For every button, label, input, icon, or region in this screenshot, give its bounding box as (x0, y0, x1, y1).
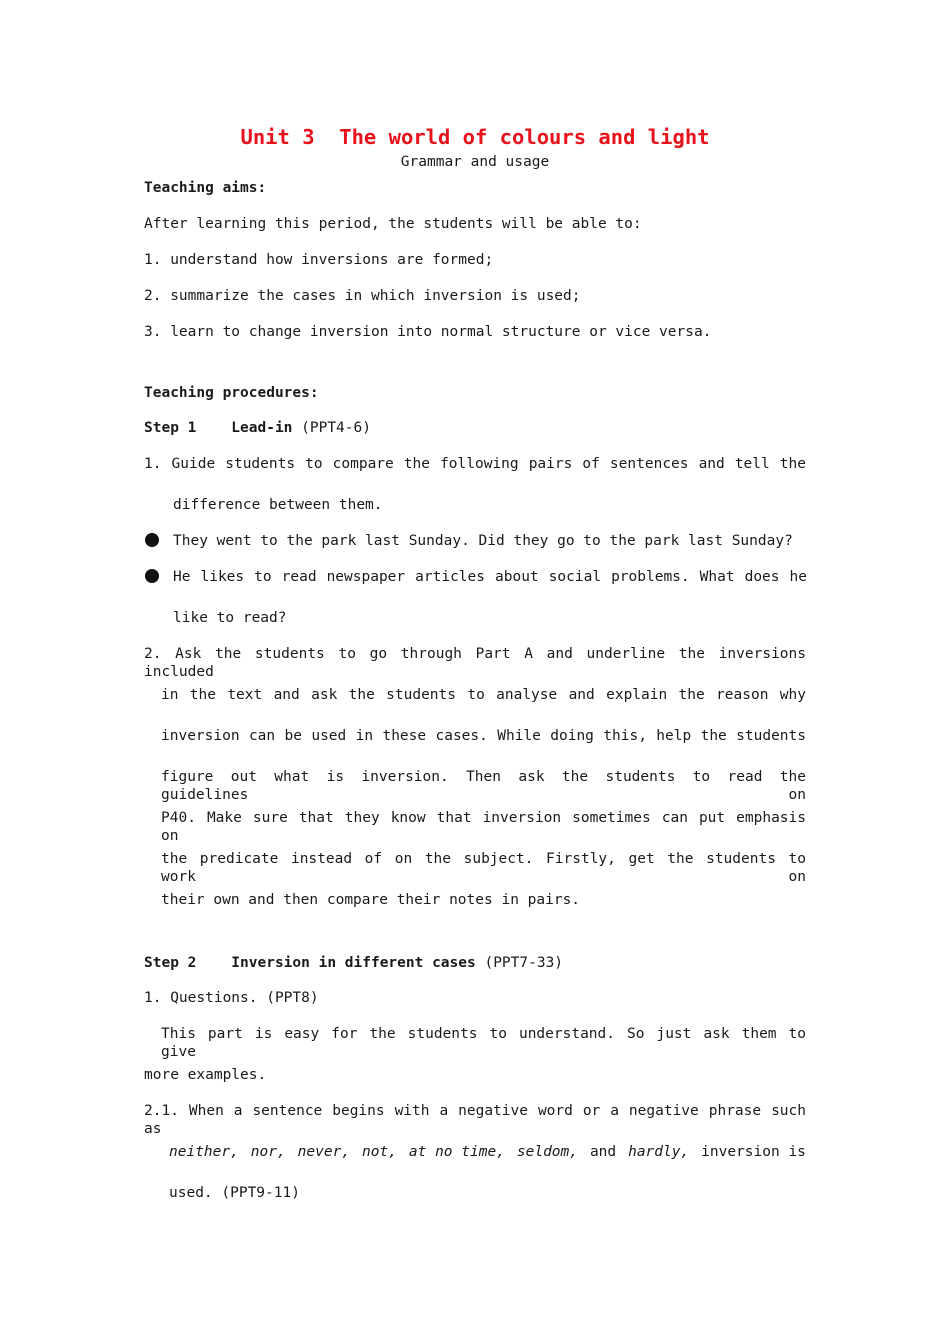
step1-heading-row (144, 419, 371, 437)
step1-item2-line: 2. Ask the students to go through Part A and underline the inversions included (144, 646, 806, 680)
aims-intro: After learning this period, the students will be able to: (144, 216, 642, 232)
step2-item21-line1: 2.1. When a sentence begins with a negative word or a negative phrase such as (144, 1103, 806, 1137)
negative-word: not, (362, 1144, 397, 1160)
step1-item2-line: inversion can be used in these cases. While doing this, help the students (161, 728, 806, 744)
negative-word: hardly, (628, 1144, 690, 1160)
aims-item-1: 1. understand how inversions are formed; (144, 252, 494, 268)
negative-word: neither, (169, 1144, 239, 1160)
bullet-dot-icon (145, 533, 159, 547)
negative-word: nor, (250, 1144, 286, 1160)
aims-heading: Teaching aims: (144, 180, 267, 196)
step1-bullet-2-line1: He likes to read newspaper articles about social problems. What does he (173, 569, 807, 585)
step2-item21-line2 (169, 1143, 806, 1161)
step2-heading: Step 2 Inversion in different cases (144, 955, 476, 971)
step2-para-line1: This part is easy for the students to understand. So just ask them to give (161, 1026, 806, 1060)
step1-item2-line: the predicate instead of on the subject. Firstly, get the students to work on (161, 851, 806, 885)
step2-ppt: (PPT7-33) (484, 955, 564, 971)
and-word: and (589, 1144, 617, 1160)
step1-item1-line2: difference between them. (173, 497, 383, 513)
step1-ppt: (PPT4-6) (301, 420, 371, 436)
step2-para-line2: more examples. (144, 1067, 267, 1083)
document-title: Unit 3 The world of colours and light (240, 125, 710, 149)
step1-item1-line1: 1. Guide students to compare the following pairs of sentences and tell the (144, 456, 806, 472)
step2-heading-row (144, 954, 563, 972)
negative-word: never, (297, 1144, 351, 1160)
aims-item-3: 3. learn to change inversion into normal structure or vice versa. (144, 324, 712, 340)
negative-word: seldom, (516, 1144, 578, 1160)
step2-item21-line3: used. (PPT9-11) (169, 1185, 300, 1201)
negative-word: at no time, (408, 1144, 505, 1160)
procedures-heading: Teaching procedures: (144, 385, 319, 401)
step1-item2-line: in the text and ask the students to analyse and explain the reason why (161, 687, 806, 703)
aims-item-2: 2. summarize the cases in which inversion is used; (144, 288, 581, 304)
step1-bullet-2-line2: like to read? (173, 610, 287, 626)
step1-item2-line: their own and then compare their notes in pairs. (161, 892, 581, 908)
document-subtitle: Grammar and usage (400, 154, 550, 170)
step2-questions: 1. Questions. (PPT8) (144, 990, 319, 1006)
step1-item2-line: figure out what is inversion. Then ask the students to read the guidelines on (161, 769, 806, 803)
step1-bullet-1: They went to the park last Sunday. Did they go to the park last Sunday? (173, 533, 793, 549)
item21-tail: inversion is (701, 1144, 806, 1160)
bullet-dot-icon (145, 569, 159, 583)
step1-item2-line: P40. Make sure that they know that inversion sometimes can put emphasis on (161, 810, 806, 844)
step1-heading: Step 1 Lead-in (144, 420, 293, 436)
